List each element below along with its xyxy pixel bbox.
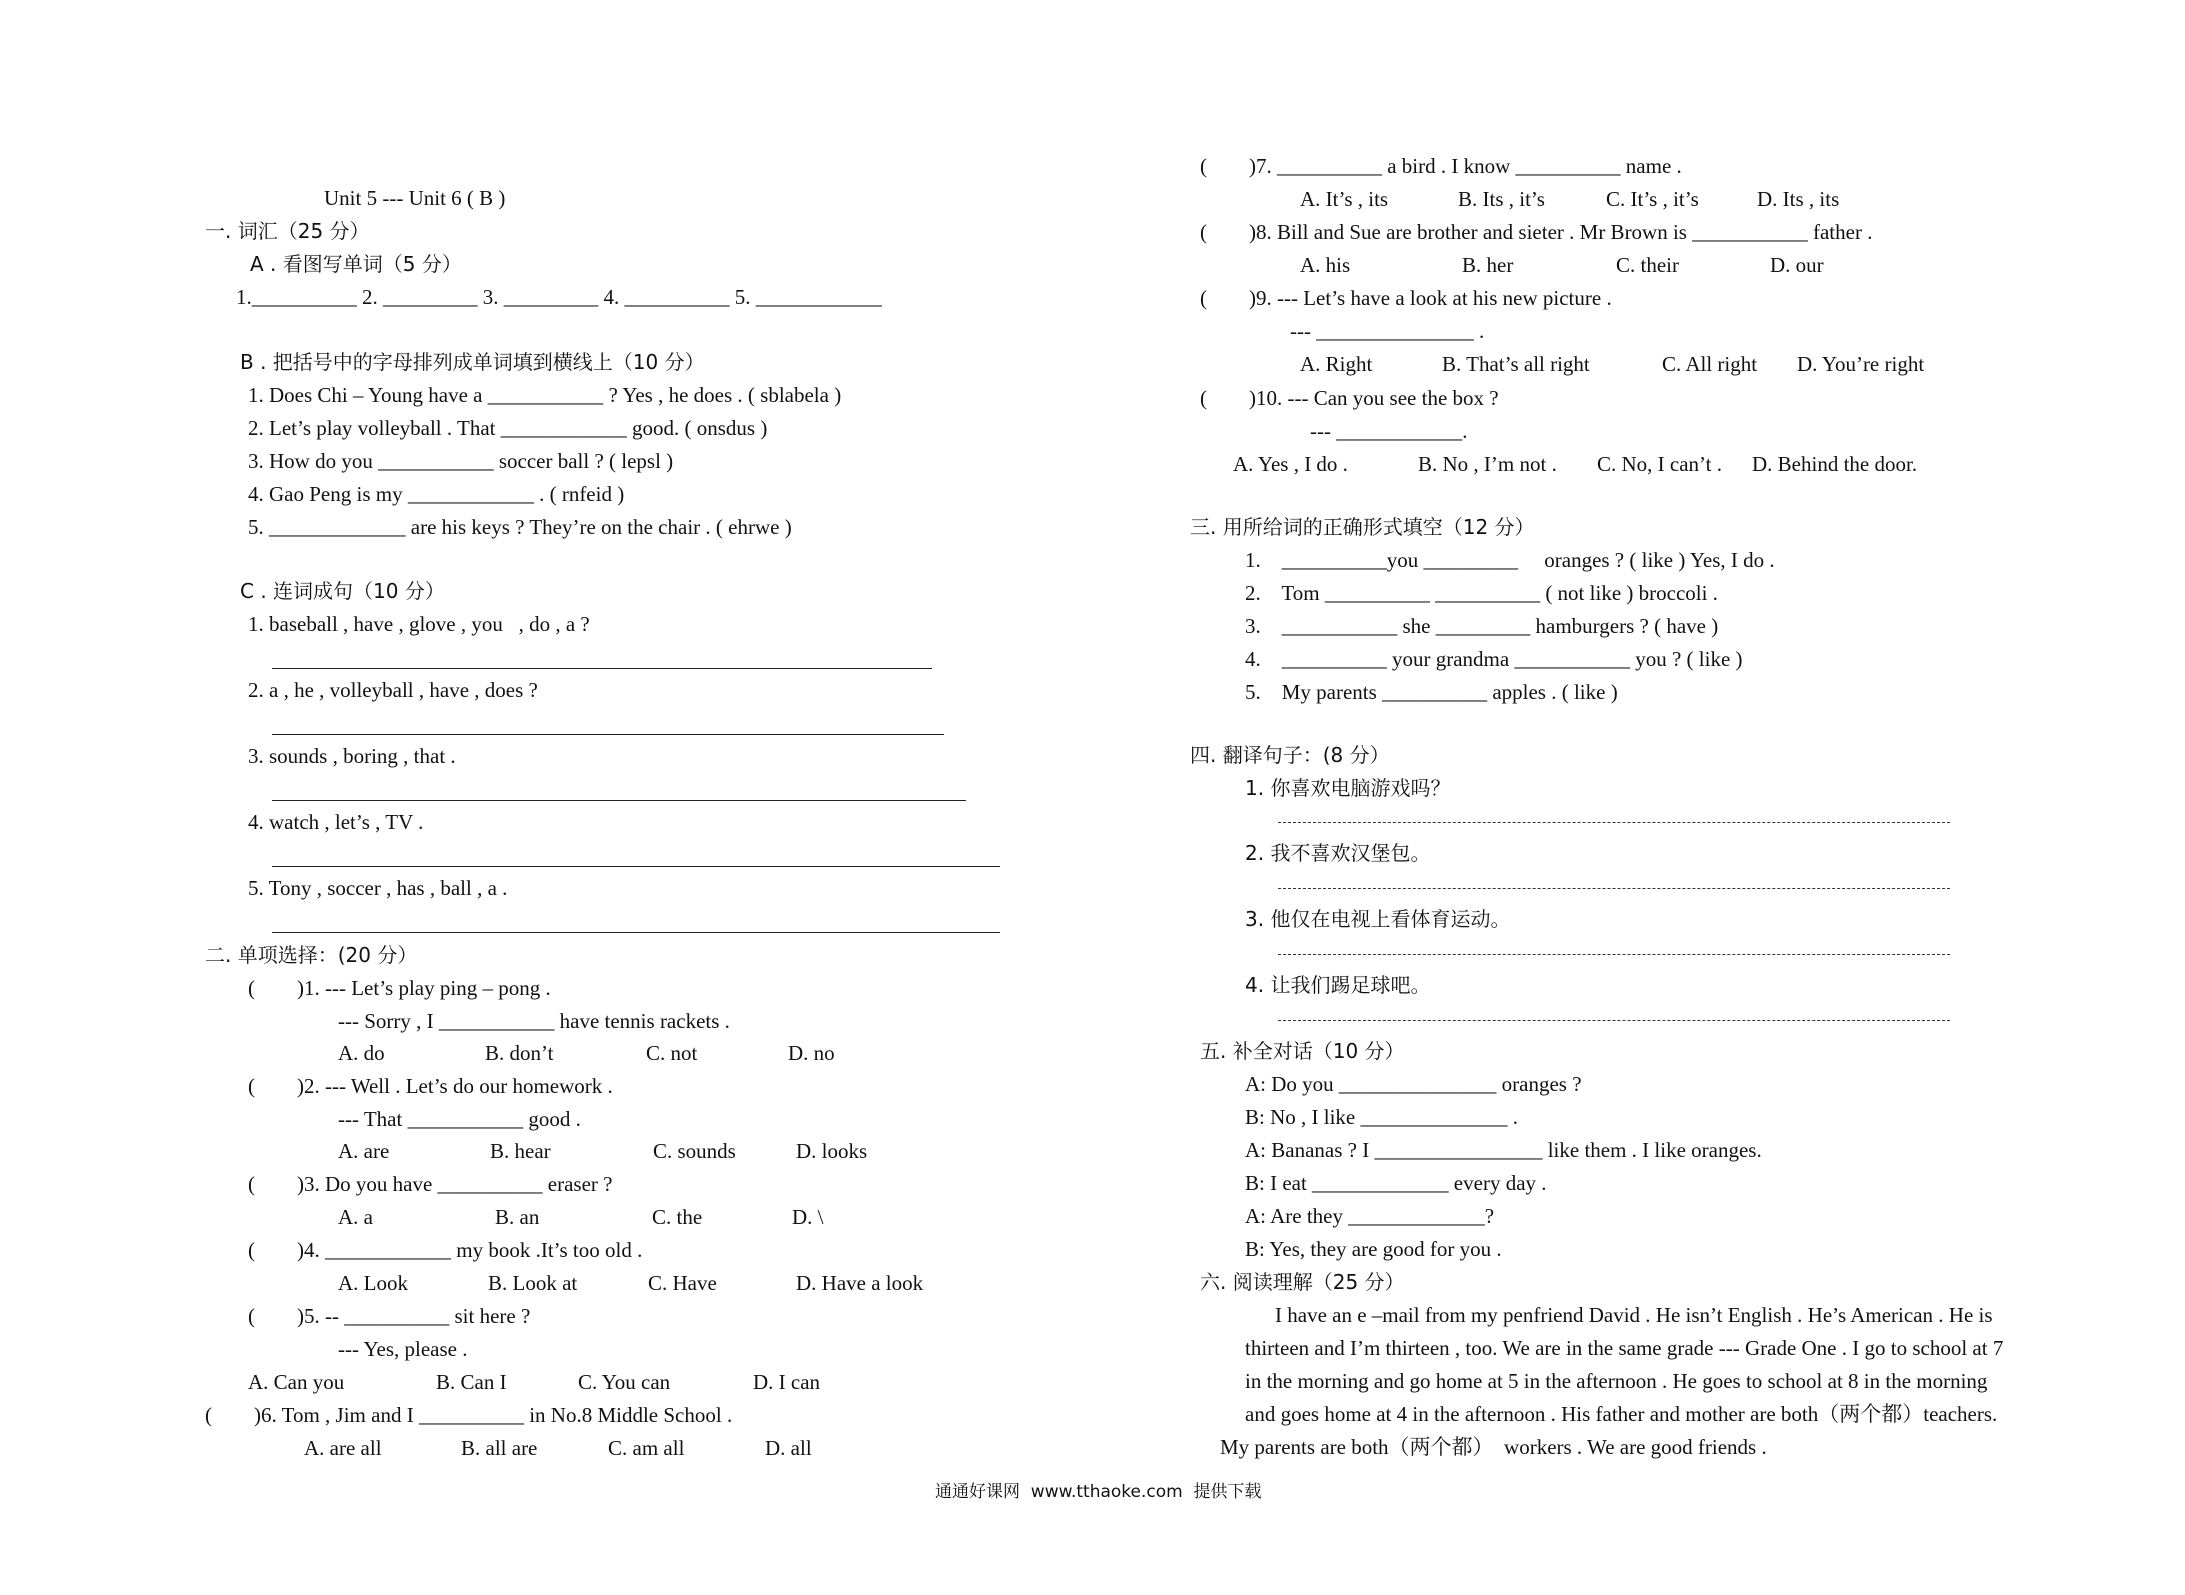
footer-credit: 通通好课网 www.tthaoke.com 提供下载: [935, 1482, 1262, 1502]
question-4: ( )4. ____________ my book .It’s too old .: [248, 1238, 643, 1262]
dialogue-line: B: I eat _____________ every day .: [1245, 1171, 1547, 1195]
question-3: ( )3. Do you have __________ eraser ?: [248, 1172, 613, 1196]
question-5-reply: --- Yes, please .: [338, 1337, 468, 1361]
section-1c-item: 2. a , he , volleyball , have , does ?: [248, 678, 538, 702]
dialogue-line: A: Are they _____________?: [1245, 1204, 1495, 1228]
question-10: ( )10. --- Can you see the box ?: [1200, 386, 1499, 410]
option-a: A. a: [338, 1205, 373, 1229]
section-1c-item: 1. baseball , have , glove , you , do , a ?: [248, 612, 590, 636]
section-reading-heading: 六. 阅读理解（25 分）: [1200, 1270, 1405, 1294]
option-b: B. her: [1462, 253, 1514, 277]
question-5: ( )5. -- __________ sit here ?: [248, 1304, 531, 1328]
option-d: D. no: [788, 1041, 835, 1065]
option-d: D. You’re right: [1797, 352, 1925, 376]
option-d: D. Have a look: [796, 1271, 924, 1295]
option-a: A. It’s , its: [1300, 187, 1389, 211]
question-9-reply: --- _______________ .: [1290, 319, 1485, 343]
option-a: A. are all: [304, 1436, 382, 1460]
option-d: D. I can: [753, 1370, 821, 1394]
section-1a-blanks: 1.__________ 2. _________ 3. _________ 4. __________ 5. ____________: [236, 285, 882, 309]
option-b: B. don’t: [485, 1041, 554, 1065]
answer-line: [1278, 822, 1950, 823]
option-a: A. Can you: [248, 1370, 345, 1394]
section-1b-item: 5. _____________ are his keys ? They’re on the chair . ( ehrwe ): [248, 515, 792, 539]
option-d: D. all: [765, 1436, 812, 1460]
option-d: D. Its , its: [1757, 187, 1840, 211]
option-a: A. Look: [338, 1271, 408, 1295]
option-d: D. Behind the door.: [1752, 452, 1918, 476]
option-a: A. his: [1300, 253, 1351, 277]
section-vocabulary-heading: 一. 词汇（25 分）: [205, 219, 370, 243]
section-1b-item: 2. Let’s play volleyball . That ____________ good. ( onsdus ): [248, 416, 768, 440]
dialogue-line: A: Do you _______________ oranges ?: [1245, 1072, 1582, 1096]
answer-line: [272, 668, 932, 669]
fill-item: 1. __________you _________ oranges ? ( like ) Yes, I do .: [1245, 548, 1775, 572]
option-c: C. All right: [1662, 352, 1758, 376]
question-2: ( )2. --- Well . Let’s do our homework .: [248, 1074, 613, 1098]
question-2-reply: --- That ___________ good .: [338, 1107, 581, 1131]
option-b: B. No , I’m not .: [1418, 452, 1557, 476]
option-b: B. all are: [461, 1436, 538, 1460]
section-1b-item: 3. How do you ___________ soccer ball ? ( lepsl ): [248, 449, 674, 473]
fill-item: 4. __________ your grandma ___________ you ? ( like ): [1245, 647, 1743, 671]
reading-line: and goes home at 4 in the afternoon . His father and mother are both（两个都）teachers.: [1245, 1402, 1998, 1426]
option-c: C. the: [652, 1205, 703, 1229]
reading-line: thirteen and I’m thirteen , too. We are in the same grade --- Grade One . I go to school at 7: [1245, 1336, 2004, 1360]
answer-line: [272, 800, 966, 801]
section-1c-item: 4. watch , let’s , TV .: [248, 810, 424, 834]
dialogue-line: A: Bananas ? I ________________ like them . I like oranges.: [1245, 1138, 1762, 1162]
page-title: Unit 5 --- Unit 6 ( B ): [324, 186, 506, 210]
question-9: ( )9. --- Let’s have a look at his new picture .: [1200, 286, 1612, 310]
fill-item: 3. ___________ she _________ hamburgers ? ( have ): [1245, 614, 1719, 638]
option-a: A. do: [338, 1041, 385, 1065]
section-1c-item: 5. Tony , soccer , has , ball , a .: [248, 876, 508, 900]
option-c: C. Have: [648, 1271, 717, 1295]
option-b: B. hear: [490, 1139, 551, 1163]
option-a: A. are: [338, 1139, 390, 1163]
translate-item: 2. 我不喜欢汉堡包。: [1245, 841, 1431, 865]
option-c: C. You can: [578, 1370, 671, 1394]
option-b: B. an: [495, 1205, 540, 1229]
question-7: ( )7. __________ a bird . I know __________ name .: [1200, 154, 1682, 178]
question-10-reply: --- ____________.: [1310, 419, 1468, 443]
section-translate-heading: 四. 翻译句子：(8 分）: [1190, 743, 1390, 767]
option-a: A. Right: [1300, 352, 1373, 376]
answer-line: [272, 734, 944, 735]
section-1c-heading: C . 连词成句（10 分）: [240, 579, 445, 603]
option-a: A. Yes , I do .: [1233, 452, 1348, 476]
section-dialogue-heading: 五. 补全对话（10 分）: [1200, 1039, 1405, 1063]
option-c: C. their: [1616, 253, 1679, 277]
dialogue-line: B: No , I like ______________ .: [1245, 1105, 1518, 1129]
option-c: C. No, I can’t .: [1597, 452, 1723, 476]
dialogue-line: B: Yes, they are good for you .: [1245, 1237, 1502, 1261]
section-1b-item: 1. Does Chi – Young have a ___________ ? Yes , he does . ( sblabela ): [248, 383, 842, 407]
option-d: D. \: [792, 1205, 824, 1229]
translate-item: 4. 让我们踢足球吧。: [1245, 973, 1431, 997]
fill-item: 2. Tom __________ __________ ( not like ) broccoli .: [1245, 581, 1718, 605]
option-c: C. It’s , it’s: [1606, 187, 1699, 211]
question-8: ( )8. Bill and Sue are brother and sieter . Mr Brown is ___________ father .: [1200, 220, 1873, 244]
section-fill-heading: 三. 用所给词的正确形式填空（12 分）: [1190, 515, 1535, 539]
option-c: C. not: [646, 1041, 698, 1065]
section-choice-heading: 二. 单项选择：(20 分）: [205, 943, 418, 967]
answer-line: [1278, 888, 1950, 889]
answer-line: [1278, 954, 1950, 955]
option-d: D. our: [1770, 253, 1824, 277]
question-1: ( )1. --- Let’s play ping – pong .: [248, 976, 551, 1000]
section-1c-item: 3. sounds , boring , that .: [248, 744, 456, 768]
question-1-reply: --- Sorry , I ___________ have tennis rackets .: [338, 1009, 730, 1033]
option-b: B. That’s all right: [1442, 352, 1590, 376]
option-c: C. sounds: [653, 1139, 736, 1163]
reading-line: I have an e –mail from my penfriend David . He isn’t English . He’s American . He is: [1275, 1303, 1993, 1327]
answer-line: [272, 932, 1000, 933]
section-1a-heading: A . 看图写单词（5 分）: [250, 252, 462, 276]
answer-line: [272, 866, 1000, 867]
question-6: ( )6. Tom , Jim and I __________ in No.8 Middle School .: [205, 1403, 733, 1427]
reading-line: in the morning and go home at 5 in the afternoon . He goes to school at 8 in the morning: [1245, 1369, 1988, 1393]
translate-item: 3. 他仅在电视上看体育运动。: [1245, 907, 1511, 931]
section-1b-heading: B . 把括号中的字母排列成单词填到横线上（10 分）: [240, 350, 705, 374]
option-b: B. Look at: [488, 1271, 578, 1295]
section-1b-item: 4. Gao Peng is my ____________ . ( rnfeid ): [248, 482, 625, 506]
option-c: C. am all: [608, 1436, 685, 1460]
translate-item: 1. 你喜欢电脑游戏吗？: [1245, 776, 1451, 800]
option-b: B. Can I: [436, 1370, 507, 1394]
reading-line: My parents are both（两个都） workers . We are good friends .: [1220, 1435, 1767, 1459]
answer-line: [1278, 1020, 1950, 1021]
option-d: D. looks: [796, 1139, 868, 1163]
option-b: B. Its , it’s: [1458, 187, 1545, 211]
fill-item: 5. My parents __________ apples . ( like ): [1245, 680, 1618, 704]
